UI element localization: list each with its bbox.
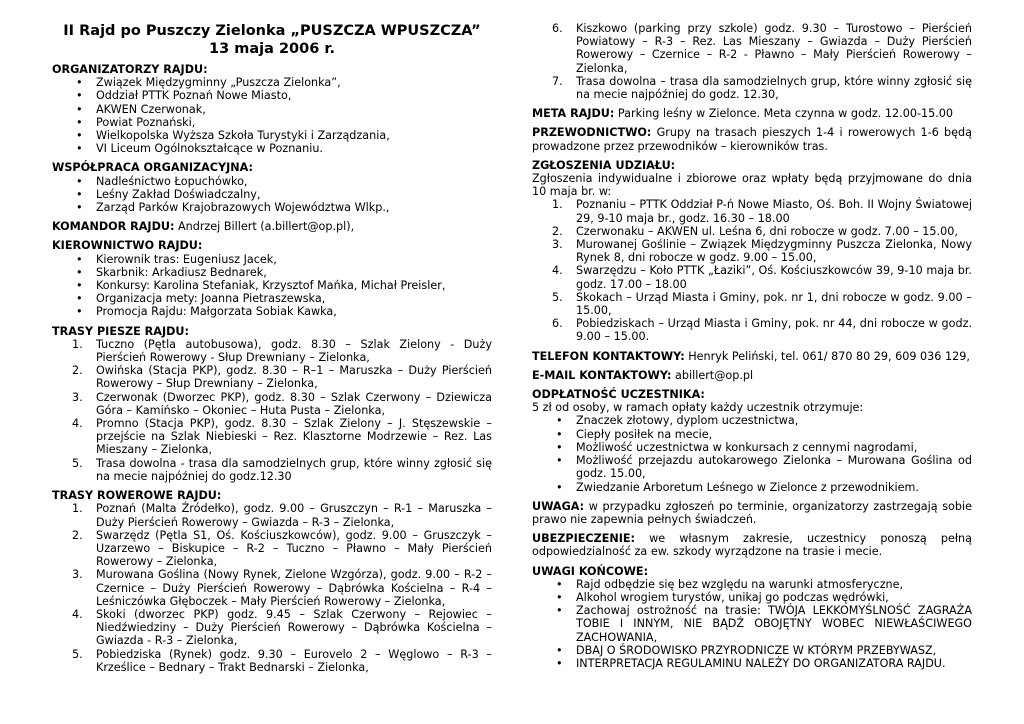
list-item — [72, 364, 492, 391]
bike-routes-heading: TRASY ROWEROWE RAJDU: — [52, 489, 222, 503]
item-text: Trasa dowolna – trasa dla samodzielnych grup, które winny zgłosić się na mecie najpóźniej do godz. 12.30, — [576, 74, 972, 102]
item-number: 6. — [552, 317, 563, 331]
title-date: 13 maja 2006 r. — [209, 41, 335, 57]
list-item: • INTERPRETACJA REGULAMINU NALEŻY DO ORGANIZATORA RAJDU. — [576, 657, 972, 670]
item-number: 1. — [72, 502, 83, 516]
organizers-section — [52, 63, 492, 155]
list-item — [552, 238, 972, 265]
organizers-heading: ORGANIZATORZY RAJDU: — [52, 63, 208, 76]
insurance-section — [532, 532, 972, 558]
phone-heading: TELEFON KONTAKTOWY: — [532, 349, 685, 363]
list-item — [552, 317, 972, 344]
item-text: Kiszkowo (parking przy szkole) godz. 9.30 – Turostowo – Pierścień Powiatowy – R-3 – Rez. Las Mieszany – Gwiazda – Duży Pierścień Rowerowy – Czernice – R-2 - Pławno – Mały Pierścień Rowerowy – Zielonka, — [576, 22, 972, 75]
cooperation-heading: WSPÓŁPRACA ORGANIZACYJNA: — [52, 161, 253, 175]
finish-text: Parking leśny w Zielonce. Meta czynna w godz. 12.00-15.00 — [614, 107, 954, 121]
management-list — [52, 253, 492, 319]
warning-heading: UWAGA: — [532, 499, 585, 513]
list-item: • Ciepły posiłek na mecie, — [576, 428, 972, 441]
item-number: 3. — [72, 568, 83, 582]
list-item — [552, 22, 972, 75]
list-item: • DBAJ O ŚRODOWISKO PRZYRODNICZE W KTÓRYM PRZEBYWASZ, — [576, 644, 972, 657]
item-number: 3. — [72, 390, 83, 404]
item-text: Murowana Goślina (Nowy Rynek, Zielone Wzgórza), godz. 9.00 – R-2 – Czernice – Duży Pierścień Rowerowy – Dąbrówka Kościelna – R-4 – Leśniczówka Głęboczek – Mały Pierścień Rowerowy – Zielonka, — [96, 568, 492, 608]
item-text: Swarzędz (Pętla S1, Oś. Kościuszkowców), godz. 9.00 – Gruszczyk – Uzarzewo – Biskupice – R-2 – Tuczno – Pławno – Mały Pierścień Rowerowy – Zielonka, — [96, 528, 492, 569]
list-item — [72, 502, 492, 529]
bike-routes-section — [52, 489, 492, 674]
guidance-text: Grupy na trasach pieszych 1-4 i rowerowych 1-6 będą prowadzone przez przewodników – kierowników tras. — [532, 126, 972, 153]
list-item: • Związek Międzygminny „Puszcza Zielonka”, — [96, 76, 492, 89]
guidance-section — [532, 126, 972, 152]
item-text: Poznaniu – PTTK Oddział P-ń Nowe Miasto, Oś. Boh. II Wojny Światowej 29, 9-10 maja br., godz. 16.30 – 18.00 — [576, 198, 972, 225]
list-item — [72, 568, 492, 608]
title-text: II Rajd po Puszczy Zielonka „PUSZCZA WPUSZCZA” — [63, 23, 481, 39]
phone-text: Henryk Peliński, tel. 061/ 870 80 29, 609 036 129, — [684, 349, 970, 363]
list-item: • Nadleśnictwo Łopuchówko, — [96, 175, 492, 188]
list-item: • Oddział PTTK Poznań Nowe Miasto, — [96, 89, 492, 102]
list-item: • Skarbnik: Arkadiusz Bednarek, — [96, 266, 492, 279]
list-item: • VI Liceum Ogólnokształcące w Poznaniu. — [96, 142, 492, 155]
email-heading: E-MAIL KONTAKTOWY: — [532, 368, 672, 382]
item-text: Swarzędzu – Koło PTTK „Łaziki”, Oś. Kościuszkowców 39, 9-10 maja br. godz. 17.00 – 18.00 — [576, 264, 972, 291]
list-item: • Możliwość uczestnictwa w konkursach z cennymi nagrodami, — [576, 441, 972, 454]
list-item — [72, 456, 492, 483]
list-item — [72, 528, 492, 569]
item-text: Poznań (Malta Źródełko), godz. 9.00 – Gruszczyn – R-1 – Maruszka – Duży Pierścień Rowerowy – Gwiazda – R-3 – Zielonka, — [96, 502, 492, 529]
list-item — [552, 198, 972, 225]
item-text: Pobiedziskach – Urząd Miasta i Gminy, pok. nr 44, dni robocze w godz. 9.00 – 15.00. — [576, 317, 972, 344]
item-text: Promno (Stacja PKP), godz. 8.30 – Szlak Zielony – J. Stęszewskie – przejście na Szlak Niebieski – Rez. Klasztorne Modrzewie – Rez. Las Mieszany – Zielonka, — [96, 417, 492, 457]
item-text: Trasa dowolna - trasa dla samodzielnych grup, które winny zgłosić się na mecie najpóźniej do godz.12.30 — [96, 456, 492, 483]
fee-list — [532, 414, 972, 493]
right-column — [532, 22, 972, 676]
list-item: • Znaczek złotowy, dyplom uczestnictwa, — [576, 414, 972, 427]
registration-heading: ZGŁOSZENIA UDZIAŁU: — [532, 158, 676, 172]
item-text: Czerwonak (Dworzec PKP), godz. 8.30 – Szlak Czerwony – Dziewicza Góra – Kamińsko – Okoniec – Huta Pusta – Zielonka, — [96, 390, 492, 417]
list-item — [552, 224, 972, 238]
item-number: 2. — [552, 224, 563, 238]
finish-section — [532, 107, 972, 120]
phone-section — [532, 350, 972, 363]
final-notes-section — [532, 565, 972, 671]
list-item: • Wielkopolska Wyższa Szkoła Turystyki i Zarządzania, — [96, 129, 492, 142]
email-text: abillert@op.pl — [671, 368, 754, 382]
list-item: • Organizacja mety: Joanna Pietraszewska, — [96, 292, 492, 305]
final-notes-list — [532, 578, 972, 670]
item-number: 6. — [552, 22, 563, 35]
management-section — [52, 239, 492, 318]
item-number: 1. — [72, 337, 83, 351]
list-item — [72, 607, 492, 648]
list-item: • Konkursy: Karolina Stefaniak, Krzysztof Mańka, Michał Preisler, — [96, 279, 492, 292]
list-item: • Zwiedzanie Arboretum Leśnego w Zielonce z przewodnikiem. — [576, 481, 972, 494]
list-item: • Promocja Rajdu: Małgorzata Sobiak Kawka, — [96, 305, 492, 318]
item-number: 5. — [72, 647, 83, 661]
commander-section — [52, 220, 492, 233]
fee-section — [532, 388, 972, 494]
list-item: • Alkohol wrogiem turystów, unikaj go podczas wędrówki, — [576, 591, 972, 604]
item-text: Owińska (Stacja PKP), godz. 8.30 – R–1 – Maruszka – Duży Pierścień Rowerowy – Słup Drewniany – Zielonka, — [96, 364, 492, 391]
list-item — [72, 417, 492, 457]
commander-heading: KOMANDOR RAJDU: — [52, 220, 175, 234]
list-item: • Kierownik tras: Eugeniusz Jacek, — [96, 253, 492, 266]
list-item: • AKWEN Czerwonak, — [96, 103, 492, 116]
organizers-list — [52, 76, 492, 155]
cooperation-section — [52, 161, 492, 214]
item-number: 4. — [72, 607, 83, 621]
guidance-heading: PRZEWODNICTWO: — [532, 126, 652, 140]
item-text: Czerwonaku – AKWEN ul. Leśna 6, dni robocze w godz. 7.00 – 15.00, — [576, 224, 958, 238]
item-text: Tuczno (Pętla autobusowa), godz. 8.30 – Szlak Zielony - Duży Pierścień Rowerowy - Słup Drewniany – Zielonka, — [96, 337, 492, 365]
foot-routes-section — [52, 325, 492, 483]
list-item: • Rajd odbędzie się bez względu na warunki atmosferyczne, — [576, 578, 972, 591]
item-text: Skokach – Urząd Miasta i Gminy, pok. nr 1, dni robocze w godz. 9.00 – 15.00, — [576, 290, 972, 318]
list-item — [552, 264, 972, 291]
list-item — [552, 74, 972, 102]
insurance-heading: UBEZPIECZENIE: — [532, 532, 635, 546]
list-item: • Możliwość przejazdu autokarowego Zielonka – Murowana Goślina od godz. 15.00, — [576, 454, 972, 480]
list-item — [552, 290, 972, 318]
final-notes-heading: UWAGI KOŃCOWE: — [532, 564, 649, 578]
finish-heading: META RAJDU: — [532, 107, 615, 121]
management-heading: KIEROWNICTWO RAJDU: — [52, 239, 203, 253]
bike-routes-list-a — [52, 502, 492, 674]
list-item — [72, 647, 492, 674]
list-item: • Zachowaj ostrożność na trasie: TWÓJA LEKKOMYŚLNOŚĆ ZAGRAŻA TOBIE I INNYM, NIE BĄDŹ OBOJĘTNY WOBEC NIEWŁAŚCIWEGO ZACHOWANIA, — [576, 604, 972, 644]
registration-intro: Zgłoszenia indywidualne i zbiorowe oraz wpłaty będą przyjmowane do dnia 10 maja br. w: — [532, 172, 972, 199]
fee-heading: ODPŁATNOŚĆ UCZESTNIKA: — [532, 388, 705, 402]
item-number: 4. — [72, 417, 83, 431]
bike-routes-continued — [532, 22, 972, 101]
item-number: 7. — [552, 74, 563, 88]
email-section — [532, 369, 972, 382]
item-number: 2. — [72, 364, 83, 378]
list-item: • Zarząd Parków Krajobrazowych Województwa Wlkp., — [96, 201, 492, 214]
left-column — [52, 22, 492, 680]
item-text: Skoki (dworzec PKP) godz. 9.45 – Szlak Czerwony – Rejowiec – Niedźwiedziny – Duży Pierścień Rowerowy – Dąbrówka Kościelna – Gwiazda - R-3 – Zielonka, — [96, 607, 492, 648]
list-item: • Powiat Poznański, — [96, 116, 492, 129]
item-number: 4. — [552, 264, 563, 278]
list-item: • Leśny Zakład Doświadczalny, — [96, 188, 492, 201]
document-title — [52, 22, 492, 58]
item-number: 1. — [552, 198, 563, 212]
cooperation-list — [52, 175, 492, 215]
item-number: 3. — [552, 238, 563, 252]
insurance-text: we własnym zakresie, uczestnicy ponoszą pełną odpowiedzialność za ew. szkody wyrządzone na trasie i mecie. — [532, 532, 972, 559]
registration-section — [532, 159, 972, 344]
warning-section — [532, 500, 972, 526]
commander-text: Andrzej Billert (a.billert@op.pl), — [174, 220, 355, 234]
list-item — [72, 390, 492, 417]
foot-routes-list — [52, 338, 492, 483]
item-text: Murowanej Goślinie – Związek Międzygminny Puszcza Zielonka, Nowy Rynek 8, dni robocze w godz. 9.00 – 15.00, — [576, 238, 972, 265]
item-number: 2. — [72, 528, 83, 542]
foot-routes-heading: TRASY PIESZE RAJDU: — [52, 324, 189, 338]
item-number: 5. — [72, 456, 83, 470]
warning-text: w przypadku zgłoszeń po terminie, organizatorzy zastrzegają sobie prawo nie zapewnia pełnych świadczeń. — [532, 499, 972, 526]
bike-routes-list-b — [532, 22, 972, 101]
registration-list — [532, 198, 972, 343]
item-number: 5. — [552, 290, 563, 304]
item-text: Pobiedziska (Rynek) godz. 9.30 – Eurovelo 2 – Węglowo – R-3 – Krześlice – Bednary – Trakt Bednarski – Zielonka, — [96, 647, 492, 674]
list-item — [72, 337, 492, 365]
fee-intro: 5 zł od osoby, w ramach opłaty każdy uczestnik otrzymuje: — [532, 401, 864, 415]
